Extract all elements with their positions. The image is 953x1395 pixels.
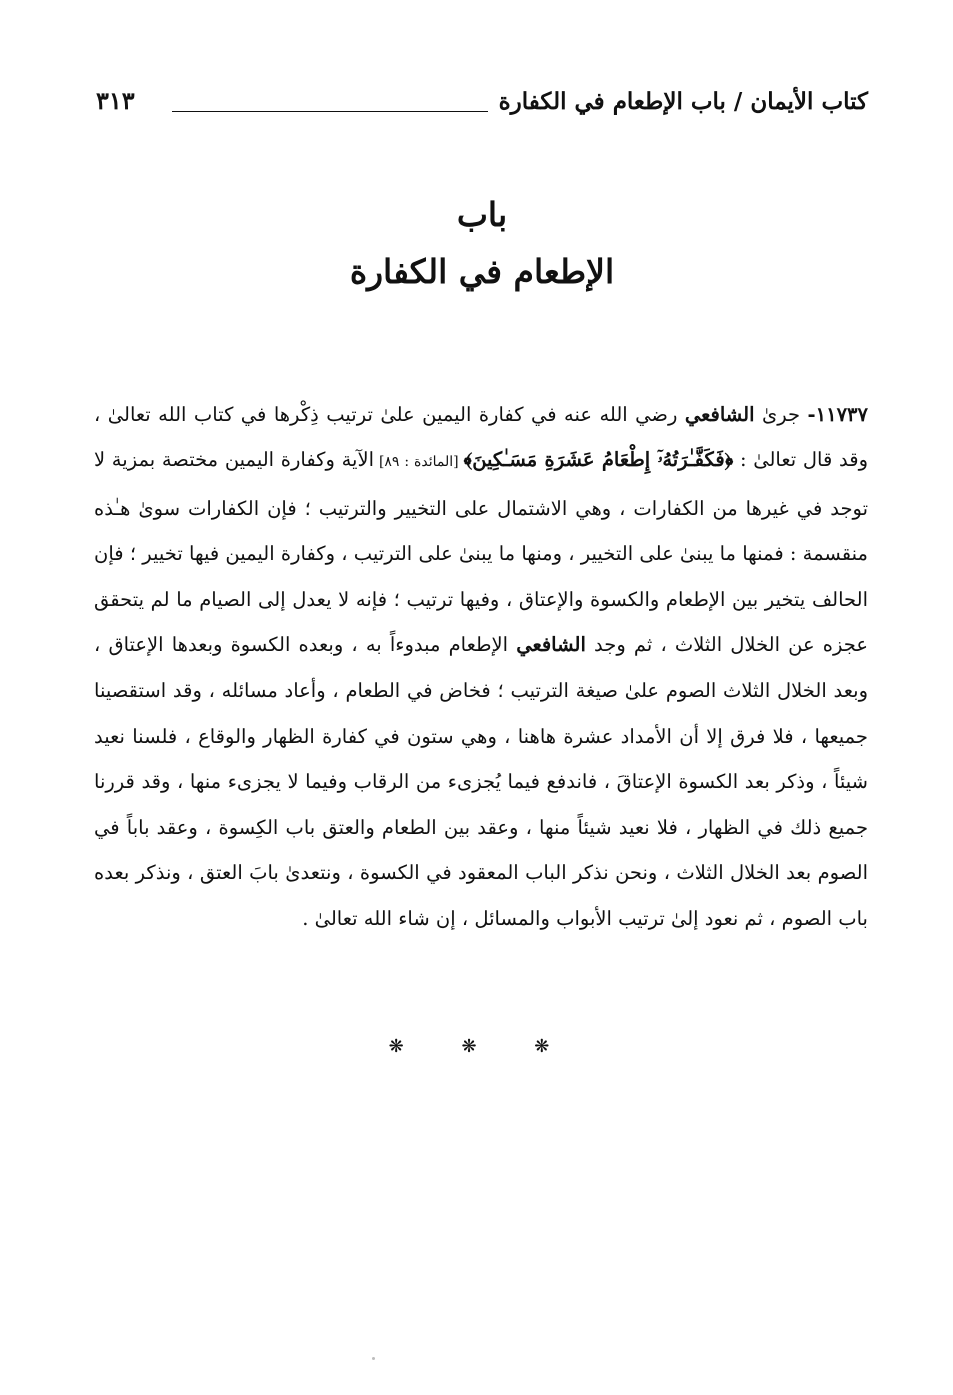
scholar-name: الشافعي bbox=[684, 402, 755, 426]
verse-reference: [المائدة : ٨٩] bbox=[374, 454, 464, 471]
chapter-title-line-2: الإطعام في الكفارة bbox=[349, 252, 615, 291]
header-rule bbox=[172, 111, 488, 112]
paragraph-text-1: جرىٰ bbox=[754, 402, 808, 426]
page-number: ٣١٣ bbox=[96, 86, 135, 115]
scan-speck bbox=[372, 1357, 375, 1360]
quran-verse: ﴿فَكَفَّـٰرَتُهُۥٓ إِطْعَامُ عَشَرَةِ مَسَـٰكِينَ﴾ bbox=[463, 448, 734, 472]
chapter-heading bbox=[96, 188, 868, 302]
body-paragraph bbox=[94, 392, 868, 942]
paragraph-text-2: رضي الله عنه في كفارة اليمين علىٰ ترتيب ذِكْرها في كتاب الله تعالىٰ ، وقد قال تعالىٰ : bbox=[94, 402, 868, 472]
running-header bbox=[96, 84, 868, 124]
paragraph-number: ١١٧٣٧- bbox=[807, 402, 868, 426]
paragraph-text-3: الآية وكفارة اليمين مختصة بمزية لا توجد في غيرها من الكفارات ، وهي الاشتمال على التخيير والترتيب ؛ فإن الكفارات سوىٰ هـٰذه منقسمة : فمنها ما يبنىٰ على التخيير ، ومنها ما يبنىٰ على الترتيب ، وكفارة اليمين فيها تخيير ؛ فإن الحالف يتخير بين الإطعام والكسوة والإعتاق ، وفيها ترتيب ؛ فإنه لا يعدل إلى الصيام ما لم يتحقق عجزه عن الخلال الثلاث ، ثم وجد bbox=[94, 448, 868, 657]
section-separator-stars: ❋ ❋ ❋ bbox=[388, 1036, 576, 1057]
paragraph-text-4: الإطعام مبدوءاً به ، وبعده الكسوة وبعدها الإعتاق ، وبعد الخلال الثلاث الصوم علىٰ صيغة الترتيب ؛ فخاض في الطعام ، وأعاد مسائله ، وقد استقصينا جميعها ، فلا فرق إلا أن الأمداد عشرة هاهنا ، وهي ستون في كفارة الظهار والوقاع ، فلسنا نعيد شيئاً ، وذكر بعد الكسوة الإعتاقَ ، فاندفع فيما يُجزىء من الرقاب وفيما لا يجزىء منها ، وقد قررنا جميع ذلك في الظهار ، فلا نعيد شيئاً منها ، وعقد بين الطعام والعتق باب الكِسوة ، وعقد باباً في الصوم بعد الخلال الثلاث ، ونحن نذكر الباب المعقود في الكسوة ، ونتعدىٰ بابَ العتق ، ونذكر بعده باب الصوم ، ثم نعود إلىٰ ترتيب الأبواب والمسائل ، إن شاء الله تعالىٰ . bbox=[94, 633, 868, 931]
chapter-title-line-1: باب bbox=[456, 195, 508, 234]
running-title: كتاب الأيمان / باب الإطعام في الكفارة bbox=[498, 88, 868, 115]
scholar-name: الشافعي bbox=[516, 633, 586, 657]
